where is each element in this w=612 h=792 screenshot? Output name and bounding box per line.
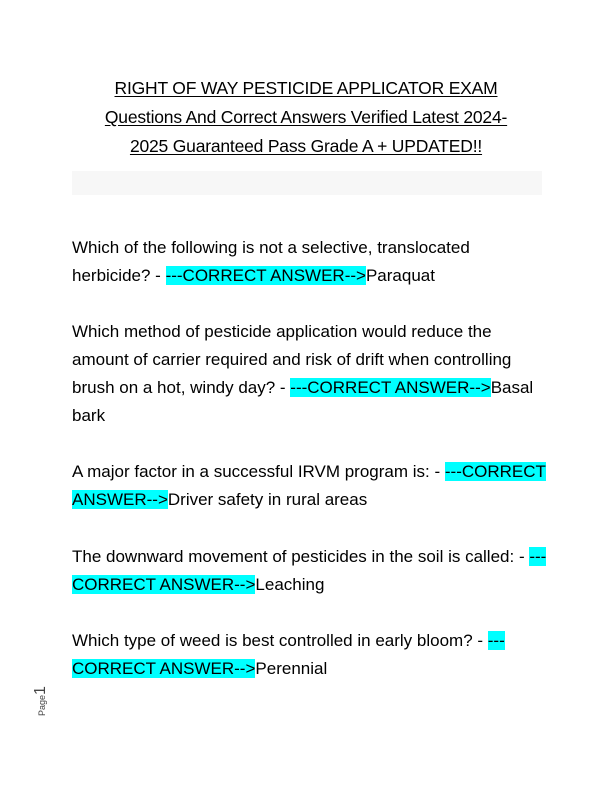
answer-text: Basal bark	[72, 378, 534, 425]
document-title	[72, 74, 540, 161]
title-line-3: 2025 Guaranteed Pass Grade A + UPDATED!!	[129, 136, 483, 156]
correct-answer-marker: ---CORRECT ANSWER-->	[290, 378, 491, 397]
question-text: Which type of weed is best controlled in early bloom? -	[72, 631, 488, 650]
answer-text: Paraquat	[365, 266, 435, 285]
shaded-divider	[72, 171, 542, 195]
qa-item-3	[72, 458, 547, 514]
correct-answer-marker: ---CORRECT ANSWER-->	[72, 631, 505, 678]
question-text: The downward movement of pesticides in the soil is called: -	[72, 547, 530, 566]
correct-answer-marker: ---CORRECT ANSWER-->	[165, 266, 366, 285]
title-line-2: Questions And Correct Answers Verified Latest 2024-	[104, 107, 508, 127]
answer-text: Driver safety in rural areas	[167, 490, 368, 509]
answer-text: Leaching	[255, 575, 325, 594]
qa-item-5	[72, 627, 547, 683]
correct-answer-marker: ---CORRECT ANSWER-->	[72, 462, 546, 509]
question-text: A major factor in a successful IRVM program is: -	[72, 462, 445, 481]
question-text: Which of the following is not a selective, translocated herbicide? -	[72, 238, 470, 285]
qa-item-1	[72, 234, 547, 290]
question-text: Which method of pesticide application would reduce the amount of carrier required and risk of drift when controlling brush on a hot, windy day? -	[72, 322, 512, 397]
page-number: 1	[32, 686, 49, 695]
page-word: Page	[37, 694, 47, 716]
correct-answer-marker: ---CORRECT ANSWER-->	[72, 547, 547, 594]
qa-item-2	[72, 318, 547, 430]
page-number-label	[28, 678, 68, 718]
title-line-1: RIGHT OF WAY PESTICIDE APPLICATOR EXAM	[114, 78, 498, 98]
qa-item-4	[72, 543, 547, 599]
answer-text: Perennial	[255, 659, 328, 678]
